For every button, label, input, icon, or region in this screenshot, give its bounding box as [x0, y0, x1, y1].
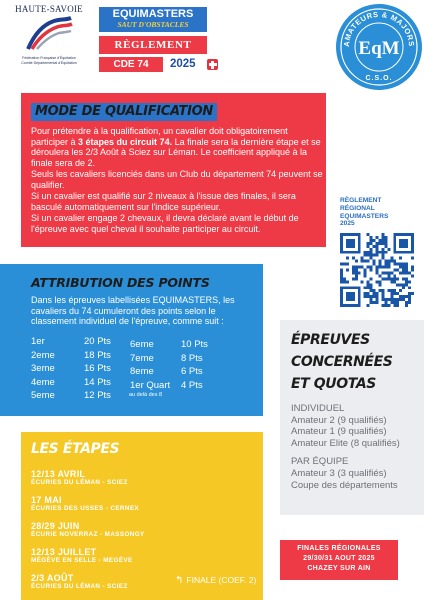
points-place: 8eme	[130, 366, 154, 377]
qr-label-line-2: RÉGIONAL	[340, 204, 375, 212]
haute-savoie-logo	[6, 4, 92, 70]
points-place: 4eme	[31, 376, 55, 388]
qualification-text	[31, 126, 323, 235]
list-item: Coupe des départements	[291, 479, 398, 491]
stage-item	[31, 495, 221, 513]
epreuves-title	[291, 329, 421, 395]
horse-logo-icon	[24, 15, 74, 51]
epreuves-title-line-2: CONCERNÉES	[291, 354, 393, 370]
stage-venue: ÉCURIE NOVERRAZ - MASSONGY	[31, 531, 145, 538]
stage-date: 17 MAI	[31, 495, 62, 505]
stage-item	[31, 547, 221, 565]
logo-subtitle-2: Comité Départemental d'Équitation	[21, 61, 77, 65]
points-place: 6eme	[130, 339, 154, 350]
list-item: Amateur 1 (9 qualifiés)	[291, 426, 387, 438]
qualification-paragraph-4: Si un cavalier engage 2 chevaux, il devra déclaré avant le début de l'épreuve avec quel cheval il souhaite participer au circuit.	[31, 213, 299, 234]
points-text: Dans les épreuves labellisées EQUIMASTERS, les cavaliers du 74 cumuleront des points selon le classement individuel de l'épreuve, comme suit :	[31, 295, 235, 326]
logo-title: HAUTE-SAVOIE	[15, 4, 83, 14]
qr-code-icon	[340, 233, 414, 307]
stage-venue: ÉCURIES DU LÉMAN - SCIEZ	[31, 479, 128, 486]
points-note: au delà des 8	[129, 392, 163, 398]
points-value: 14 Pts	[84, 376, 111, 388]
points-value: 8 Pts	[181, 352, 203, 364]
finales-line-3: CHAZEY SUR AIN	[307, 565, 371, 572]
equimasters-banner	[99, 7, 207, 32]
qr-code[interactable]	[340, 233, 414, 307]
qr-label-line-3: EQUIMASTERS	[340, 212, 389, 220]
epreuves-title-line-1: ÉPREUVES	[291, 332, 370, 348]
logo-subtitle-1: Fédération Française d'Équitation	[22, 56, 76, 60]
equimasters-badge	[336, 4, 422, 90]
points-col2-values	[181, 338, 208, 392]
badge-bottom-text: C.S.O.	[365, 75, 393, 82]
points-place: 7eme	[130, 352, 154, 364]
list-item: Amateur Elite (8 qualifiés)	[291, 437, 400, 449]
qualification-title: MODE DE QUALIFICATION	[31, 103, 217, 121]
points-value: 12 Pts	[84, 390, 111, 401]
equipe-heading: PAR ÉQUIPE	[291, 456, 349, 468]
qr-label-line-4: 2025	[340, 220, 355, 228]
stage-date: 12/13 AVRIL	[31, 469, 86, 479]
curved-arrow-icon: ↰	[175, 575, 184, 586]
stage-date: 28/29 JUIN	[31, 521, 80, 531]
banner-title: EQUIMASTERS	[112, 8, 194, 20]
points-value: 6 Pts	[181, 366, 203, 377]
qualification-p1-a: Pour prétendre à la qualification, un cavalier doit obligatoirement participer à	[31, 126, 288, 147]
qr-label-line-1: RÈGLEMENT	[340, 197, 382, 204]
savoie-flag-icon	[207, 59, 218, 70]
year-label: 2025	[170, 58, 196, 70]
epreuves-list	[291, 403, 421, 491]
etapes-title: LES ÉTAPES	[31, 441, 120, 457]
points-place: 5eme	[31, 390, 55, 401]
finales-line-2: 29/30/31 AOUT 2025	[303, 555, 375, 562]
points-place: 1er	[31, 336, 45, 347]
finales-line-1: FINALES RÉGIONALES	[297, 545, 381, 552]
qualification-paragraph-3: Si un cavalier est qualifié sur 2 niveaux à l'issue des finales, il sera basculé automatiquement sur l'indice supérieur.	[31, 191, 296, 212]
points-place: 1er Quart	[130, 379, 171, 391]
points-value: 20 Pts	[84, 336, 111, 347]
stage-venue: ÉCURIES DU LÉMAN - SCIEZ	[31, 583, 128, 590]
qr-label	[340, 197, 424, 228]
points-place: 3eme	[31, 363, 55, 374]
points-col1-values	[84, 335, 111, 403]
points-value: 10 Pts	[181, 339, 208, 350]
finales-text	[280, 544, 398, 574]
points-value: 4 Pts	[181, 379, 203, 391]
cde-label: CDE 74	[99, 57, 163, 72]
list-item: Amateur 2 (9 qualifiés)	[291, 414, 387, 426]
finale-note-text: FINALE (COEF. 2)	[186, 575, 257, 585]
stage-venue: MÉGÈVE EN SELLE - MEGÈVE	[31, 557, 133, 564]
stage-venue: ÉCURIES DES USSES - CERNEX	[31, 505, 140, 512]
qualification-p1-c: La finale sera la dernière étape et se déroulera les 2/3 Août à Sciez sur Léman. Le coefficient appliqué à la finale sera de 2.	[31, 136, 321, 168]
points-value: 16 Pts	[84, 363, 111, 374]
individuel-heading: INDIVIDUEL	[291, 403, 345, 414]
points-value: 18 Pts	[84, 349, 111, 361]
banner-subtitle: SAUT D'OBSTACLES	[117, 20, 189, 29]
points-col1-places	[31, 335, 55, 403]
stage-item	[31, 521, 221, 539]
qualification-paragraph-1	[31, 126, 323, 168]
qualification-p1-bold: 3 étapes du circuit 74.	[78, 136, 173, 147]
points-col2-places	[130, 338, 170, 392]
stage-item	[31, 469, 221, 487]
stage-date: 2/3 AOÛT	[31, 573, 74, 583]
finale-note	[175, 575, 256, 586]
list-item: Amateur 3 (3 qualifiés)	[291, 467, 387, 479]
reglement-label: RÈGLEMENT	[99, 36, 207, 54]
qualification-paragraph-2: Seuls les cavaliers licenciés dans un Club du département 74 peuvent se qualifier.	[31, 169, 323, 190]
epreuves-title-line-3: ET QUOTAS	[291, 376, 376, 392]
badge-monogram: EqM	[358, 38, 400, 59]
points-place: 2eme	[31, 349, 55, 361]
points-title: ATTRIBUTION DES POINTS	[31, 275, 210, 290]
badge-graphic	[336, 4, 422, 90]
badge-ring-text: AMATEURS & MAJORS	[341, 9, 417, 48]
stage-date: 12/13 JUILLET	[31, 547, 97, 557]
